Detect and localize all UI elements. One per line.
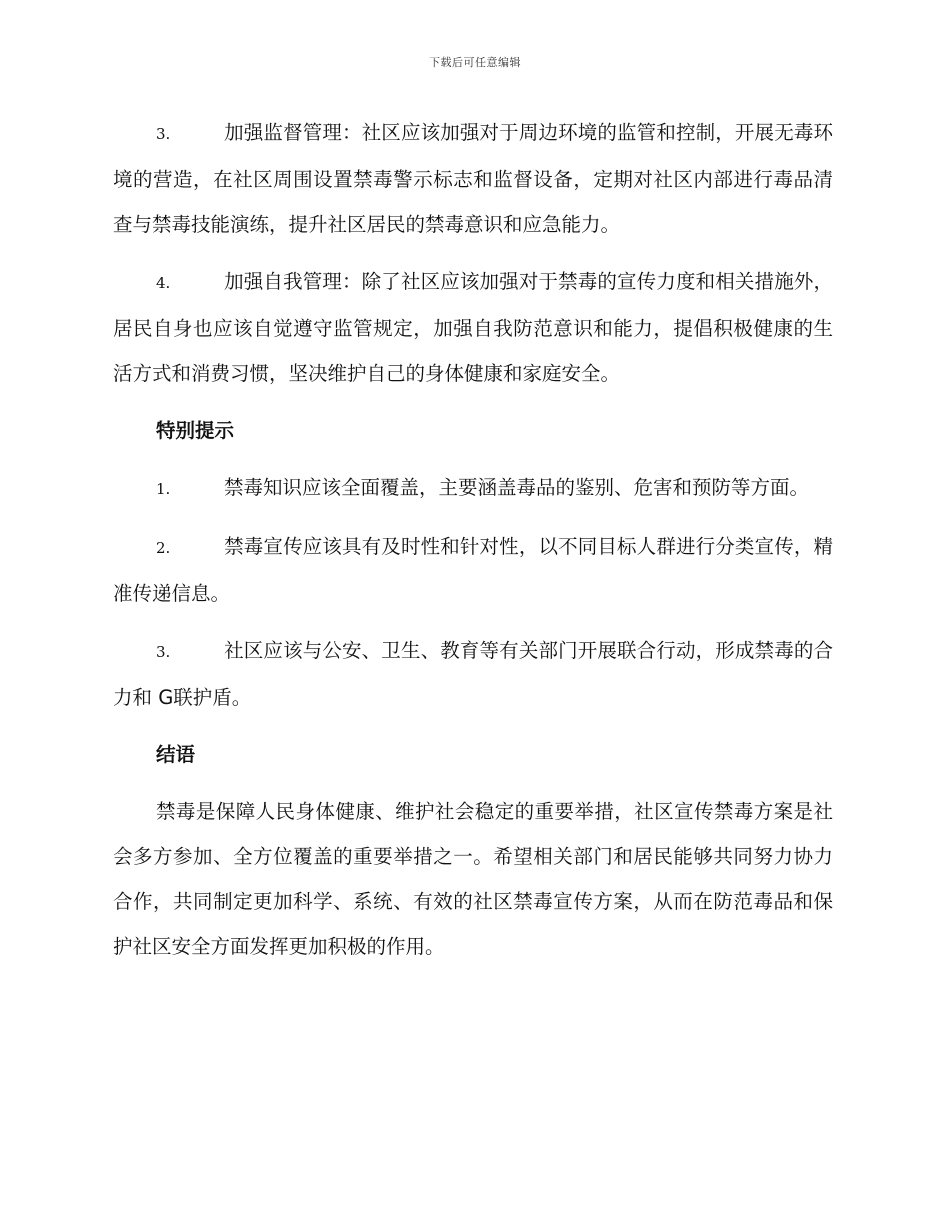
item-text: 社区应该与公安、卫生、教育等有关部门开展联合行动，形成禁毒的合力和 G联护盾。 bbox=[113, 639, 833, 709]
list-item bbox=[113, 259, 833, 396]
conclusion-paragraph: 禁毒是保障人民身体健康、维护社会稳定的重要举措，社区宣传禁毒方案是社会多方参加、全方位覆盖的重要举措之一。希望相关部门和居民能够共同努力协力合作，共同制定更加科学、系统、有效的社区禁毒宣传方案，从而在防范毒品和保护社区安全方面发挥更加积极的作用。 bbox=[113, 800, 833, 958]
list-item bbox=[113, 110, 833, 247]
list-item bbox=[113, 628, 833, 720]
list-item bbox=[113, 465, 833, 512]
item-text: 加强自我管理：除了社区应该加强对于禁毒的宣传力度和相关措施外，居民自身也应该自觉遵守监管规定，加强自我防范意识和能力，提倡积极健康的生活方式和消费习惯，坚决维护自己的身体健康和家庭安全。 bbox=[113, 270, 833, 385]
document-body bbox=[113, 110, 833, 981]
section-heading-conclusion: 结语 bbox=[156, 743, 196, 766]
item-number: 3. bbox=[156, 643, 171, 661]
item-number: 1. bbox=[156, 480, 171, 498]
item-text: 禁毒宣传应该具有及时性和针对性，以不同目标人群进行分类宣传，精准传递信息。 bbox=[113, 535, 833, 605]
item-text: 禁毒知识应该全面覆盖，主要涵盖毒品的鉴别、危害和预防等方面。 bbox=[224, 476, 810, 499]
section-heading-special: 特别提示 bbox=[156, 419, 235, 442]
item-number: 2. bbox=[156, 539, 171, 557]
list-item bbox=[113, 524, 833, 616]
item-number: 4. bbox=[156, 274, 171, 292]
item-text: 加强监督管理：社区应该加强对于周边环境的监管和控制，开展无毒环境的营造，在社区周围设置禁毒警示标志和监督设备，定期对社区内部进行毒品清查与禁毒技能演练，提升社区居民的禁毒意识和应急能力。 bbox=[113, 121, 833, 236]
item-number: 3. bbox=[156, 125, 171, 143]
page-header: 下载后可任意编辑 bbox=[429, 56, 521, 69]
